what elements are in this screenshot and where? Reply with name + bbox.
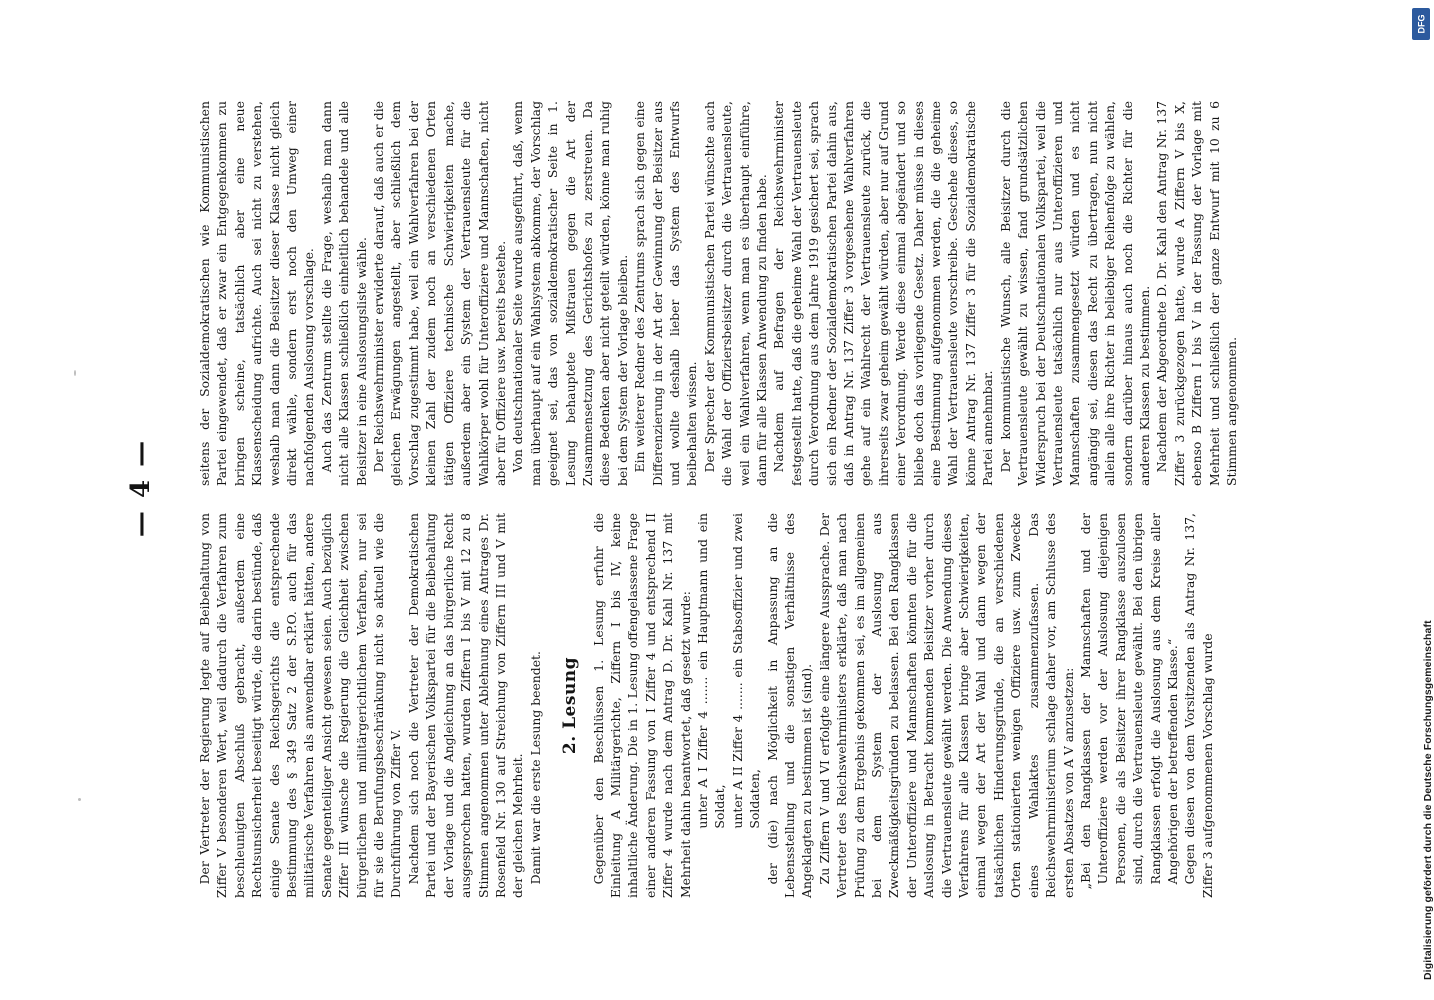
scan-smudge (74, 370, 76, 376)
paragraph: Nachdem der Abgeordnete D. Dr. Kahl den Antrag Nr. 137 Ziffer 3 zurückgezogen hatte, wurde A Ziffern V bis X, ebenso B Ziffern I bis V in der Fassung der Vorlage mit Mehrheit und schließlich der ganze Entwurf mit 10 zu 6 Stimmen angenommen. (1154, 101, 1239, 486)
paragraph: Auch das Zentrum stellte die Frage, weshalb man dann nicht alle Klassen schließlich einheitlich behandele und alle Beisitzer in eine Auslosungsliste wähle. (318, 101, 369, 486)
paragraph: Der Vertreter der Regierung legte auf Beibehaltung von Ziffer V besonderen Wert, weil dadurch die Verfahren zum beschleunigten Abschluß gebracht, außerdem eine Rechtsunsicherheit beseitigt würde, die darin bestünde, daß einige Senate des Reichsgerichts die entsprechende Bestimmung des § 349 Satz 2 der S.P.O. auch für das militärische Verfahren als anwendbar erklärt hätten, andere Senate gegenteiliger Ansicht gewesen seien. Auch bezüglich Ziffer III wünsche die Regierung die Gleichheit zwischen bürgerlichem und militärgerichtlichem Verfahren, nur sei für sie die Berufungsbeschränkung nicht so aktuell wie die Durchführung von Ziffer V. (197, 513, 404, 898)
paragraph: Der Sprecher der Kommunistischen Partei wünschte auch die Wahl der Offiziersbeisitzer durch die Vertrauensleute, weil ein Wahlverfahren, wenn man es überhaupt einführe, dann für alle Klassen Anwendung zu finden habe. (701, 101, 769, 486)
list-line: unter A II Ziffer 4 ....... ein Stabsoffizier und zwei Soldaten, (729, 513, 763, 829)
scan-smudge (78, 798, 81, 801)
page-number: — 4 — (126, 438, 156, 538)
paragraph: der (die) nach Möglichkeit in Anpassung an die Lebensstellung und die sonstigen Verhältnisse des Angeklagten zu bestimmen ist (sind). (764, 513, 815, 898)
paragraph: Ein weiterer Redner des Zentrums sprach sich gegen eine Differenzierung in der Art der Gewinnung der Beisitzer aus und wollte deshalb lieber das System des Entwurfs beibehalten wissen. (632, 101, 700, 486)
section-heading: 2. Lesung (560, 656, 581, 755)
paragraph: Damit war die erste Lesung beendet. (527, 651, 543, 885)
quoted-proposal: „Bei den Rangklassen der Mannschaften und der Unteroffiziere werden vor der Auslosung diejenigen Personen, die als Beisitzer ihrer Rangklasse auszulosen sind, durch die Vertrauensleute gewählt. Bei den übrigen Rangklassen erfolgt die Auslosung aus dem Kreise aller Angehörigen der betreffenden Klasse.“ (1077, 513, 1180, 890)
paragraph: Der Reichswehrminister erwiderte darauf, daß auch er die gleichen Erwägungen angestellt, aber schließlich dem Vorschlag zugestimmt habe, weil ein Wahlverfahren bei der kleinen Zahl der zudem noch an verschiedenen Orten tätigen Offiziere technische Schwierigkeiten mache, außerdem aber ein System der Vertrauensleute für die Wahlkörper wohl für Unteroffiziere und Mannschaften, nicht aber für Offiziere usw. bereits bestehe. (371, 101, 508, 486)
digitization-note (1412, 8, 1434, 988)
document-page (126, 78, 1316, 898)
paragraph: Von deutschnationaler Seite wurde ausgeführt, daß, wenn man überhaupt auf ein Wahlsystem abkomme, der Vorschlag geeignet sei, das von sozialdemokratischer Seite in 1. Lesung behauptete Mißtrauen gegen die Art der Zusammensetzung des Gerichtshofes zu zerstreuen. Da diese Bedenken aber nicht geteilt würden, könne man ruhig bei dem System der Vorlage bleiben. (510, 101, 630, 486)
paragraph: Gegenüber den Beschlüssen 1. Lesung erfuhr die Einleitung A Militärgerichte, Ziffern I bis IV, keine inhaltliche Änderung. Die in 1. Lesung offengelassene Frage einer anderen Fassung von I Ziffer 4 und entsprechend II Ziffer 4 wurde nach dem Antrag D. Dr. Kahl Nr. 137 mit Mehrheit dahin beantwortet, daß gesetzt wurde: (590, 513, 693, 898)
paragraph: Nachdem auf Befragen der Reichswehrminister festgestellt hatte, daß die geheime Wahl der Vertrauensleute durch Verordnung aus dem Jahre 1919 gesichert sei, sprach sich ein Redner der Sozialdemokratischen Partei dahin aus, daß in Antrag Nr. 137 Ziffer 3 vorgesehene Wahlverfahren gehe auf ein Wahlrecht der Vertrauensleute zurück, die ihrerseits zwar geheim gewählt würden, aber nur auf Grund einer Verordnung. Werde diese einmal abgeändert und so bliebe doch das vorliegende Gesetz. Daher müsse in dieses eine Bestimmung aufgenommen werden, die die geheime Wahl der Vertrauensleute vorschreibe. Geschehe dieses, so könne Antrag Nr. 137 Ziffer 3 für die Sozialdemokratische Partei annehmbar. (771, 101, 996, 486)
list-line: unter A I Ziffer 4 ....... ein Hauptmann und ein Soldat, (694, 513, 728, 829)
paragraph: seitens der Sozialdemokratischen wie Kommunistischen Partei eingewendet, daß er zwar ein Entgegenkommen zu bringen scheine, tatsächlich aber eine neue Klassenscheidung aufrichte. Auch sei nicht zu verstehen, weshalb man dann die Beisitzer dieser Klasse nicht gleich direkt wähle, sondern erst noch den Umweg einer nachfolgenden Auslosung vorschlage. (197, 101, 317, 486)
paragraph: Der kommunistische Wunsch, alle Beisitzer durch die Vertrauensleute gewählt zu wissen, fand grundsätzlichen Widerspruch bei der Deutschnationalen Volkspartei, weil die Vertrauensleute tatsächlich nur aus Unteroffizieren und Mannschaften zusammengesetzt würden und es nicht angängig sei, diesen das Recht zu übertragen, nun nicht allein alle ihre Richter in beliebiger Reihenfolge zu wählen, sondern darüber hinaus auch noch die Richter für die anderen Klassen zu bestimmen. (997, 101, 1152, 486)
left-column (196, 513, 1216, 898)
dfg-logo-text: DFG (1416, 14, 1426, 34)
dfg-logo (1412, 8, 1430, 40)
paragraph: Gegen diesen von dem Vorsitzenden als Antrag Nr. 137, Ziffer 3 aufgenommenen Vorschlag wurde (1182, 513, 1215, 898)
paragraph: Nachdem sich noch die Vertreter der Demokratischen Partei und der Bayerischen Volkspartei für die Beibehaltung der Vorlage und die Angleichung an das bürgerliche Recht ausgesprochen hatten, wurden Ziffern I bis V mit 12 zu 8 Stimmen angenommen unter Ablehnung eines Antrages Dr. Rosenfeld Nr. 130 auf Streichung von Ziffern III und V mit der gleichen Mehrheit. (405, 513, 526, 898)
right-column (196, 101, 1240, 486)
paragraph: Zu Ziffern V und VI erfolgte eine längere Aussprache. Der Vertreter des Reichswehrministers erklärte, daß man nach Prüfung zu dem Ergebnis gekommen sei, es im allgemeinen bei dem System der Auslosung aus Zweckmäßigkeitsgründen zu belassen. Bei den Rangklassen der Unteroffiziere und Mannschaften könnten die für die Auslosung in Betracht kommenden Beisitzer vorher durch die Vertrauensleute gewählt werden. Die Anwendung dieses Verfahrens für alle Klassen bringe aber Schwierigkeiten, einmal wegen der Art der Wahl und dann wegen der tatsächlichen Hinderungsgründe, die an verschiedenen Orten stationierten wenigen Offiziere usw. zum Zwecke eines Wahlaktes zusammenzufassen. Das Reichswehrministerium schlage daher vor, am Schlusse des ersten Absatzes von A V anzusetzen: (816, 513, 1076, 898)
digitization-credit: Digitalisierung gefördert durch die Deutsche Forschungsgemeinschaft (1422, 620, 1434, 980)
